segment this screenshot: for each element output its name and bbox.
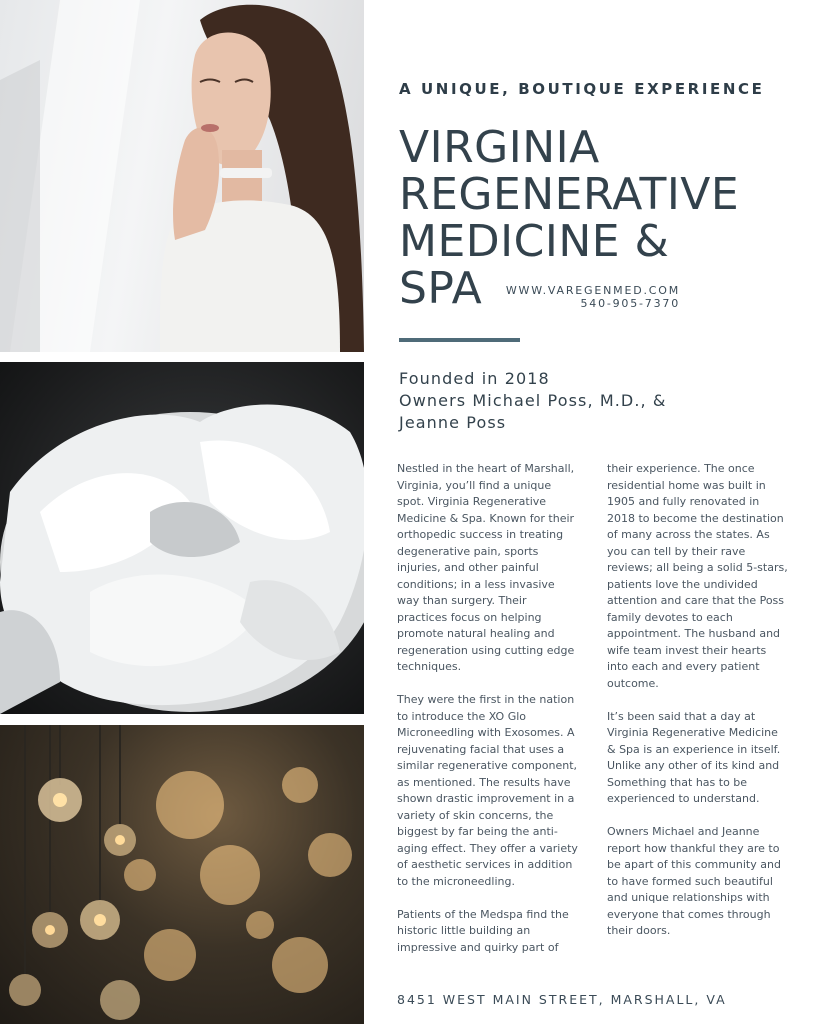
- photo-flower: [0, 362, 364, 714]
- paragraph: their experience. The once residential home was built in 1905 and fully renovated in 2018 to become the destination of many across the states. As you can tell by their rave reviews; all being a solid 5-stars, patients love the undivided attention and care that the Poss family devotes to each appointment. The husband and wife team invest their hearts into each and every patient outcome.: [607, 462, 788, 690]
- founded-line-2: Owners Michael Poss, M.D., &: [399, 391, 667, 410]
- photo-woman: [0, 0, 364, 352]
- flower-illustration: [0, 362, 364, 714]
- accent-divider: [399, 338, 520, 342]
- title-line-3: MEDICINE &: [399, 216, 670, 267]
- paragraph: Patients of the Medspa find the historic little building an impressive and quirky part of: [397, 907, 569, 954]
- woman-illustration: [0, 0, 364, 352]
- founded-info: [399, 368, 819, 434]
- founded-line-1: Founded in 2018: [399, 369, 550, 388]
- title-line-2: REGENERATIVE: [399, 169, 740, 220]
- title-line-1: VIRGINIA: [399, 122, 600, 173]
- article-column-right: [607, 461, 789, 956]
- photo-edison-bulbs: [0, 725, 364, 1024]
- street-address: 8451 WEST MAIN STREET, MARSHALL, VA: [397, 992, 727, 1007]
- title-line-4: SPA: [399, 263, 483, 314]
- article-column-left: [397, 461, 579, 973]
- paragraph: It’s been said that a day at Virginia Regenerative Medicine & Spa is an experience in itself. Unlike any other of its kind and Something that has to be experienced to understand.: [607, 709, 781, 805]
- paragraph: They were the first in the nation to introduce the XO Glo Microneedling with Exosomes. A rejuvenating facial that uses a similar regenerative component, as mentioned. The results have shown drastic improvement in a variety of skin concerns, the biggest by far being the anti-aging effect. They offer a variety of aesthetic services in addition to the microneedling.: [397, 693, 578, 888]
- tagline: A UNIQUE, BOUTIQUE EXPERIENCE: [399, 80, 765, 98]
- website-link[interactable]: WWW.VAREGENMED.COM: [505, 284, 680, 297]
- bulbs-illustration: [0, 725, 364, 1024]
- contact-info: [500, 284, 680, 310]
- founded-line-3: Jeanne Poss: [399, 413, 507, 432]
- phone-number[interactable]: 540-905-7370: [580, 297, 680, 310]
- paragraph: Owners Michael and Jeanne report how thankful they are to be apart of this community and to have formed such beautiful and unique relationships with everyone that comes through their doors.: [607, 825, 781, 937]
- paragraph: Nestled in the heart of Marshall, Virginia, you’ll find a unique spot. Virginia Regenerative Medicine & Spa. Known for their orthopedic success in treating degenerative pain, sports injuries, and other painful conditions; in a less invasive way than surgery. Their practices focus on helping promote natural healing and regeneration using cutting edge techniques.: [397, 462, 575, 673]
